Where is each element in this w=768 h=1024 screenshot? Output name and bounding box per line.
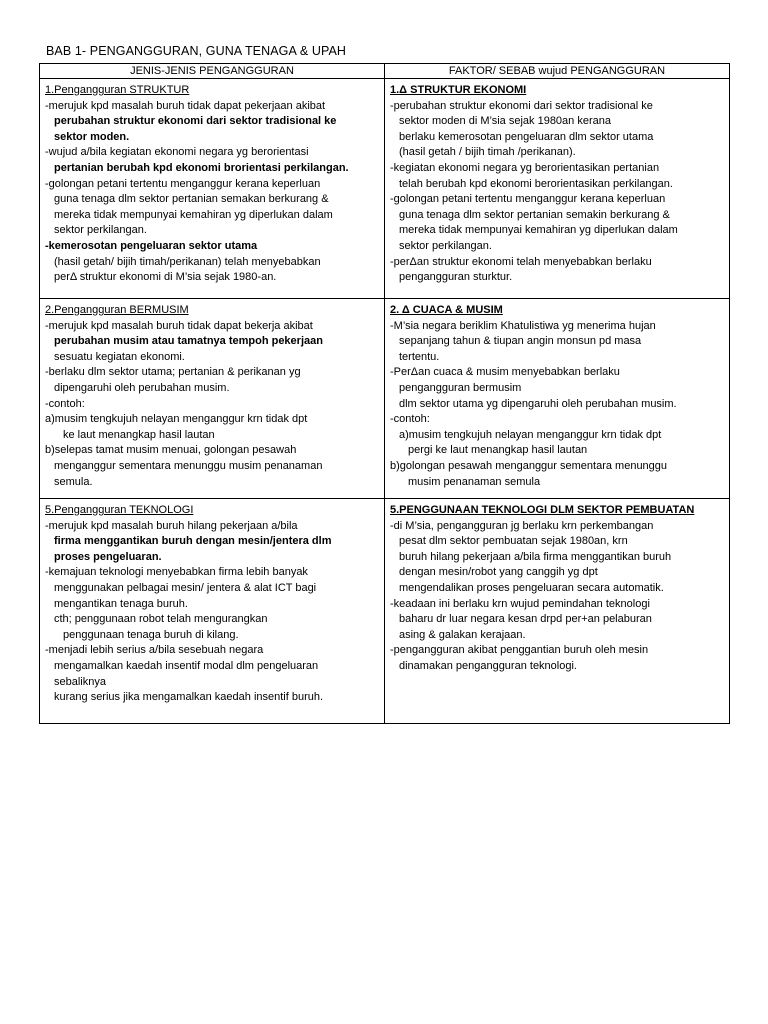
text-line: proses pengeluaran. (54, 550, 162, 563)
text-line: guna tenaga dlm sektor pertanian semakan berkurang & (54, 193, 329, 206)
section-heading: 2.Pengangguran BERMUSIM (45, 304, 189, 316)
text-line: -PerΔan cuaca & musim menyebabkan berlaku (390, 366, 620, 379)
text-line: mereka tidak mempunyai kemahiran yg diperlukan dalam (54, 208, 333, 221)
text-line: -golongan petani tertentu menganggur kerana keperluan (45, 177, 321, 190)
cell-left (40, 299, 385, 499)
cell-right (385, 499, 730, 724)
section-heading: 1.Pengangguran STRUKTUR (45, 84, 190, 96)
text-line: sepanjang tahun & tiupan angin monsun pd masa (399, 335, 642, 348)
text-line: menganggur sementara menunggu musim penanaman (54, 459, 323, 472)
text-line: b)golongan pesawah menganggur sementara menunggu (390, 459, 668, 472)
text-line: sektor perkilangan. (399, 239, 492, 252)
section-heading: 5.PENGGUNAAN TEKNOLOGI DLM SEKTOR PEMBUATAN (390, 504, 695, 516)
text-line: buruh hilang pekerjaan a/bila firma menggantikan buruh (399, 550, 672, 563)
cell-text-block (40, 299, 384, 490)
text-line: -contoh: (390, 413, 430, 426)
cell-text-block (385, 79, 729, 286)
text-line: b)selepas tamat musim menuai, golongan pesawah (45, 444, 297, 457)
text-line: perΔ struktur ekonomi di M’sia sejak 1980-an. (54, 271, 277, 284)
text-line: dengan mesin/robot yang canggih yg dpt (399, 566, 598, 579)
table-row (40, 299, 730, 499)
section-heading: 1.Δ STRUKTUR EKONOMI (390, 84, 527, 96)
text-line: ke laut menangkap hasil lautan (63, 428, 215, 441)
cell-text-block (40, 79, 384, 286)
text-line: (hasil getah / bijih timah /perikanan). (399, 146, 576, 159)
table-row (40, 79, 730, 299)
text-line: cth; penggunaan robot telah mengurangkan (54, 613, 268, 626)
text-line: sektor perkilangan. (54, 224, 147, 237)
text-line: dlm sektor utama yg dipengaruhi oleh perubahan musim. (399, 397, 677, 410)
cell-left (40, 499, 385, 724)
text-line: -pengangguran akibat penggantian buruh oleh mesin (390, 644, 649, 657)
text-line: mengantikan tenaga buruh. (54, 597, 188, 610)
text-line: -kemajuan teknologi menyebabkan firma lebih banyak (45, 566, 308, 579)
text-line: -wujud a/bila kegiatan ekonomi negara yg berorientasi (45, 146, 309, 159)
text-line: -M’sia negara beriklim Khatulistiwa yg menerima hujan (390, 319, 656, 332)
text-line: -contoh: (45, 397, 85, 410)
cell-text-block (385, 499, 729, 675)
text-line: pesat dlm sektor pembuatan sejak 1980an, krn (399, 535, 628, 548)
text-line: pertanian berubah kpd ekonomi brorientasi perkilangan. (54, 161, 349, 174)
text-line: telah berubah kpd ekonomi berorientasikan perkilangan. (399, 177, 673, 190)
text-line: menggunakan pelbagai mesin/ jentera & alat ICT bagi (54, 581, 317, 594)
text-line: firma menggantikan buruh dengan mesin/jentera dlm (54, 535, 332, 548)
header-faktor: FAKTOR/ SEBAB wujud PENGANGGURAN (385, 64, 730, 79)
text-line: perubahan musim atau tamatnya tempoh pekerjaan (54, 335, 323, 348)
text-line: pengangguran sturktur. (399, 271, 513, 284)
text-line: semula. (54, 475, 93, 488)
text-line: penggunaan tenaga buruh di kilang. (63, 628, 239, 641)
text-line: -merujuk kpd masalah buruh tidak dapat bekerja akibat (45, 319, 313, 332)
text-line: -golongan petani tertentu menganggur kerana keperluan (390, 193, 666, 206)
text-line: -kegiatan ekonomi negara yg berorientasikan pertanian (390, 161, 660, 174)
document-title: BAB 1- PENGANGGURAN, GUNA TENAGA & UPAH (46, 44, 347, 58)
text-line: mengendalikan proses pengeluaran secara automatik. (399, 581, 664, 594)
text-line: -kemerosotan pengeluaran sektor utama (45, 239, 258, 252)
text-line: mengamalkan kaedah insentif modal dlm pengeluaran (54, 659, 319, 672)
text-line: tertentu. (399, 350, 440, 363)
text-line: sektor moden di M’sia sejak 1980an kerana (399, 115, 611, 128)
text-line: berlaku kemerosotan pengeluaran dlm sektor utama (399, 130, 654, 143)
text-line: -perΔan struktur ekonomi telah menyebabkan berlaku (390, 255, 652, 268)
comparison-table (39, 63, 730, 724)
text-line: sektor moden. (54, 130, 130, 143)
text-line: guna tenaga dlm sektor pertanian semakin berkurang & (399, 208, 670, 221)
table-row (40, 499, 730, 724)
cell-left (40, 79, 385, 299)
cell-text-block (385, 299, 729, 490)
text-line: a)musim tengkujuh nelayan menganggur krn tidak dpt (45, 413, 308, 426)
text-line: -merujuk kpd masalah buruh tidak dapat pekerjaan akibat (45, 99, 326, 112)
text-line: perubahan struktur ekonomi dari sektor tradisional ke (54, 115, 337, 128)
text-line: (hasil getah/ bijih timah/perikanan) telah menyebabkan (54, 255, 321, 268)
text-line: -berlaku dlm sektor utama; pertanian & perikanan yg (45, 366, 301, 379)
cell-right (385, 79, 730, 299)
text-line: a)musim tengkujuh nelayan menganggur krn tidak dpt (399, 428, 662, 441)
text-line: dipengaruhi oleh perubahan musim. (54, 381, 230, 394)
text-line: musim penanaman semula (408, 475, 541, 488)
cell-text-block (40, 499, 384, 706)
header-jenis: JENIS-JENIS PENGANGGURAN (40, 64, 385, 79)
table-header-row (40, 64, 730, 79)
text-line: sebaliknya (54, 675, 106, 688)
section-heading: 2. Δ CUACA & MUSIM (390, 304, 503, 316)
text-line: dinamakan pengangguran teknologi. (399, 659, 577, 672)
text-line: pengangguran bermusim (399, 381, 522, 394)
text-line: baharu dr luar negara kesan drpd per+an pelaburan (399, 613, 652, 626)
text-line: -keadaan ini berlaku krn wujud pemindahan teknologi (390, 597, 650, 610)
text-line: pergi ke laut menangkap hasil lautan (408, 444, 588, 457)
text-line: asing & galakan kerajaan. (399, 628, 526, 641)
text-line: kurang serius jika mengamalkan kaedah insentif buruh. (54, 691, 324, 704)
text-line: -merujuk kpd masalah buruh hilang pekerjaan a/bila (45, 519, 298, 532)
text-line: sesuatu kegiatan ekonomi. (54, 350, 185, 363)
section-heading: 5.Pengangguran TEKNOLOGI (45, 504, 194, 516)
cell-right (385, 299, 730, 499)
text-line: -menjadi lebih serius a/bila sesebuah negara (45, 644, 264, 657)
text-line: mereka tidak mempunyai kemahiran yg diperlukan dalam (399, 224, 678, 237)
text-line: -di M’sia, pengangguran jg berlaku krn perkembangan (390, 519, 654, 532)
text-line: -perubahan struktur ekonomi dari sektor tradisional ke (390, 99, 653, 112)
